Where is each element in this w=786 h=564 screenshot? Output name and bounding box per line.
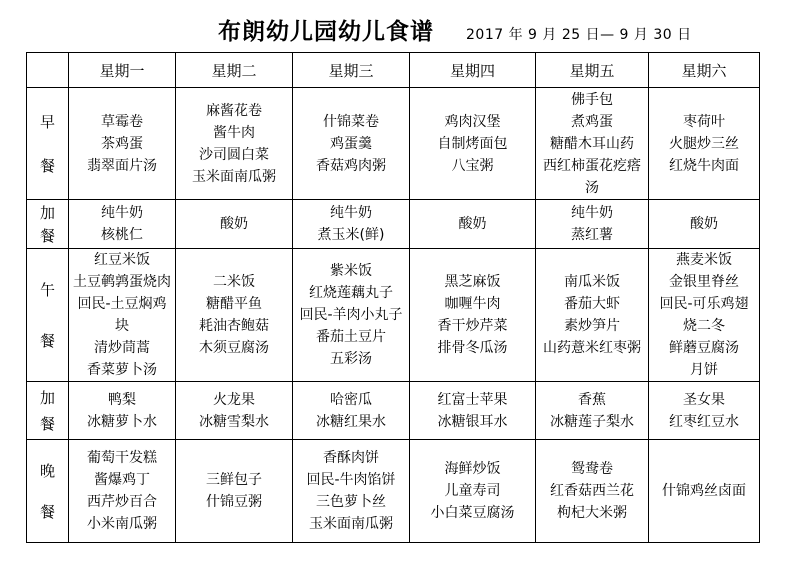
dish-item: 火腿炒三丝: [669, 135, 739, 152]
dish-item: 香菇鸡肉粥: [316, 157, 386, 174]
meal-label: 早 餐: [39, 113, 55, 175]
dish-item: 葡萄干发糕: [87, 450, 157, 466]
menu-cell: [649, 200, 760, 249]
dish-item: 鸡肉汉堡: [444, 113, 501, 130]
dish-item: 鸭梨: [108, 391, 136, 408]
dish-item: 金银里脊丝: [669, 274, 739, 290]
dish-item: 黑芝麻饭: [444, 274, 501, 290]
dish-item: 耗油杏鲍菇: [199, 318, 269, 334]
menu-cell: [69, 200, 176, 249]
day-header-row: [27, 53, 760, 88]
dish-item: 糖醋平鱼: [206, 296, 262, 312]
dish-item: 回民-羊肉小丸子: [299, 307, 403, 323]
dish-item: 回民-土豆焖鸡块: [77, 296, 167, 334]
day-header-4: 星期四: [410, 53, 536, 88]
menu-cell: [536, 382, 649, 440]
dish-item: 三色萝卜丝: [316, 494, 386, 510]
dish-item: 核桃仁: [101, 227, 143, 243]
menu-cell: [293, 88, 410, 200]
dish-item: 清炒茼蒿: [94, 340, 150, 356]
dish-item: 茶鸡蛋: [101, 135, 143, 152]
dish-item: 酱牛肉: [213, 124, 255, 141]
day-header-3: 星期三: [293, 53, 410, 88]
menu-cell: [410, 200, 536, 249]
dish-item: 西红柿蛋花疙瘩汤: [543, 157, 641, 196]
dish-item: 火龙果: [213, 391, 255, 408]
dish-item: 哈密瓜: [330, 391, 372, 408]
meal-label-cell: [27, 440, 69, 543]
dish-item: 红香菇西兰花: [550, 483, 634, 499]
dish-item: 海鲜炒饭: [444, 461, 501, 477]
dish-item: 自制烤面包: [437, 135, 508, 152]
dish-item: 红枣红豆水: [669, 413, 739, 430]
dish-item: 红豆米饭: [94, 252, 150, 268]
dish-item: 鲜蘑豆腐汤: [669, 340, 739, 356]
dish-item: 纯牛奶: [101, 205, 143, 221]
dish-item: 冰糖雪梨水: [199, 413, 269, 430]
dish-item: 蒸红薯: [571, 227, 613, 243]
dish-item: 什锦菜卷: [323, 113, 379, 130]
dish-item: 冰糖红果水: [316, 413, 386, 430]
day-header-2: 星期二: [176, 53, 293, 88]
dish-item: 玉米面南瓜粥: [309, 516, 393, 532]
dish-item: 香菜萝卜汤: [87, 362, 157, 378]
dish-item: 红烧莲藕丸子: [309, 285, 393, 301]
menu-cell: [293, 440, 410, 543]
menu-cell: [176, 88, 293, 200]
dish-item: 翡翠面片汤: [87, 157, 157, 174]
meal-label: 午 餐: [39, 281, 55, 350]
meal-label: 加 餐: [39, 389, 55, 433]
menu-cell: [293, 200, 410, 249]
dish-item: 草霉卷: [101, 113, 143, 130]
menu-cell: [536, 200, 649, 249]
dish-item: 香干炒芹菜: [437, 318, 508, 334]
menu-table: [26, 52, 760, 543]
dish-item: 酸奶: [220, 216, 248, 232]
menu-cell: [536, 249, 649, 382]
dish-item: 回民-可乐鸡翅: [659, 296, 749, 312]
dish-item: 佛手包: [571, 91, 613, 108]
dish-item: 小米南瓜粥: [87, 516, 157, 532]
menu-cell: [69, 382, 176, 440]
dish-item: 小白菜豆腐汤: [430, 505, 515, 521]
dish-item: 酸奶: [458, 216, 487, 232]
dish-item: 红烧牛肉面: [669, 157, 739, 174]
dish-item: 木须豆腐汤: [199, 340, 269, 356]
dish-item: 鸳鸯卷: [571, 461, 613, 477]
menu-cell: [69, 440, 176, 543]
dish-item: 酱爆鸡丁: [94, 472, 150, 488]
dish-item: 月饼: [690, 362, 718, 378]
dish-item: 纯牛奶: [571, 205, 613, 221]
date-range: 2017 年 9 月 25 日— 9 月 30 日: [466, 27, 692, 43]
meal-row-4: [27, 382, 760, 440]
dish-item: 三鲜包子: [206, 472, 262, 488]
dish-item: 咖喱牛肉: [444, 296, 501, 312]
dish-item: 冰糖银耳水: [437, 413, 508, 430]
dish-item: 烧二冬: [683, 318, 725, 334]
dish-item: 什锦鸡丝卤面: [662, 483, 746, 499]
dish-item: 八宝粥: [451, 157, 494, 174]
dish-item: 冰糖莲子梨水: [550, 413, 634, 430]
dish-item: 素炒笋片: [564, 318, 620, 334]
dish-item: 番茄土豆片: [316, 329, 386, 345]
dish-item: 回民-牛肉馅饼: [306, 472, 396, 488]
dish-item: 二米饭: [213, 274, 255, 290]
dish-item: 糖醋木耳山药: [550, 135, 634, 152]
menu-cell: [69, 88, 176, 200]
meal-row-5: [27, 440, 760, 543]
dish-item: 鸡蛋羹: [330, 135, 372, 152]
menu-cell: [293, 249, 410, 382]
menu-cell: [536, 440, 649, 543]
dish-item: 麻酱花卷: [206, 102, 262, 119]
dish-item: 山药薏米红枣粥: [543, 340, 641, 356]
menu-cell: [176, 249, 293, 382]
dish-item: 番茄大虾: [564, 296, 620, 312]
menu-cell: [410, 382, 536, 440]
dish-item: 香酥肉饼: [323, 450, 379, 466]
menu-cell: [410, 440, 536, 543]
dish-item: 圣女果: [683, 391, 725, 408]
menu-cell: [293, 382, 410, 440]
menu-cell: [649, 88, 760, 200]
meal-row-2: [27, 200, 760, 249]
dish-item: 红富士苹果: [437, 391, 508, 408]
dish-item: 排骨冬瓜汤: [437, 340, 508, 356]
dish-item: 枣荷叶: [683, 113, 725, 130]
dish-item: 紫米饭: [330, 263, 372, 279]
menu-cell: [410, 249, 536, 382]
menu-cell: [410, 88, 536, 200]
dish-item: 南瓜米饭: [564, 274, 620, 290]
meal-label-cell: [27, 88, 69, 200]
page-header: [218, 13, 786, 46]
dish-item: 香蕉: [578, 391, 606, 408]
dish-item: 沙司圆白菜: [199, 146, 269, 163]
menu-cell: [176, 440, 293, 543]
menu-cell: [536, 88, 649, 200]
dish-item: 酸奶: [690, 216, 718, 232]
meal-label-cell: [27, 382, 69, 440]
meal-label-cell: [27, 249, 69, 382]
dish-item: 土豆鹌鹑蛋烧肉: [73, 274, 171, 290]
dish-item: 儿童寿司: [444, 483, 501, 499]
menu-cell: [649, 249, 760, 382]
page-title: 布朗幼儿园幼儿食谱: [218, 19, 434, 45]
meal-label: 晚 餐: [39, 462, 55, 521]
dish-item: 玉米面南瓜粥: [192, 168, 276, 185]
menu-cell: [649, 440, 760, 543]
dish-item: 煮玉米(鲜): [317, 227, 385, 243]
menu-cell: [69, 249, 176, 382]
dish-item: 燕麦米饭: [676, 252, 732, 268]
menu-cell: [649, 382, 760, 440]
meal-label: 加 餐: [39, 204, 55, 245]
day-header-5: 星期五: [536, 53, 649, 88]
meal-row-3: [27, 249, 760, 382]
dish-item: 五彩汤: [330, 351, 372, 367]
dish-item: 煮鸡蛋: [571, 113, 613, 130]
dish-item: 什锦豆粥: [206, 494, 262, 510]
day-header-1: 星期一: [69, 53, 176, 88]
dish-item: 西芹炒百合: [87, 494, 157, 510]
menu-cell: [176, 382, 293, 440]
meal-label-cell: [27, 200, 69, 249]
corner-cell: [27, 53, 69, 88]
meal-row-1: [27, 88, 760, 200]
dish-item: 枸杞大米粥: [557, 505, 627, 521]
day-header-6: 星期六: [649, 53, 760, 88]
menu-cell: [176, 200, 293, 249]
dish-item: 纯牛奶: [330, 205, 372, 221]
dish-item: 冰糖萝卜水: [87, 413, 157, 430]
